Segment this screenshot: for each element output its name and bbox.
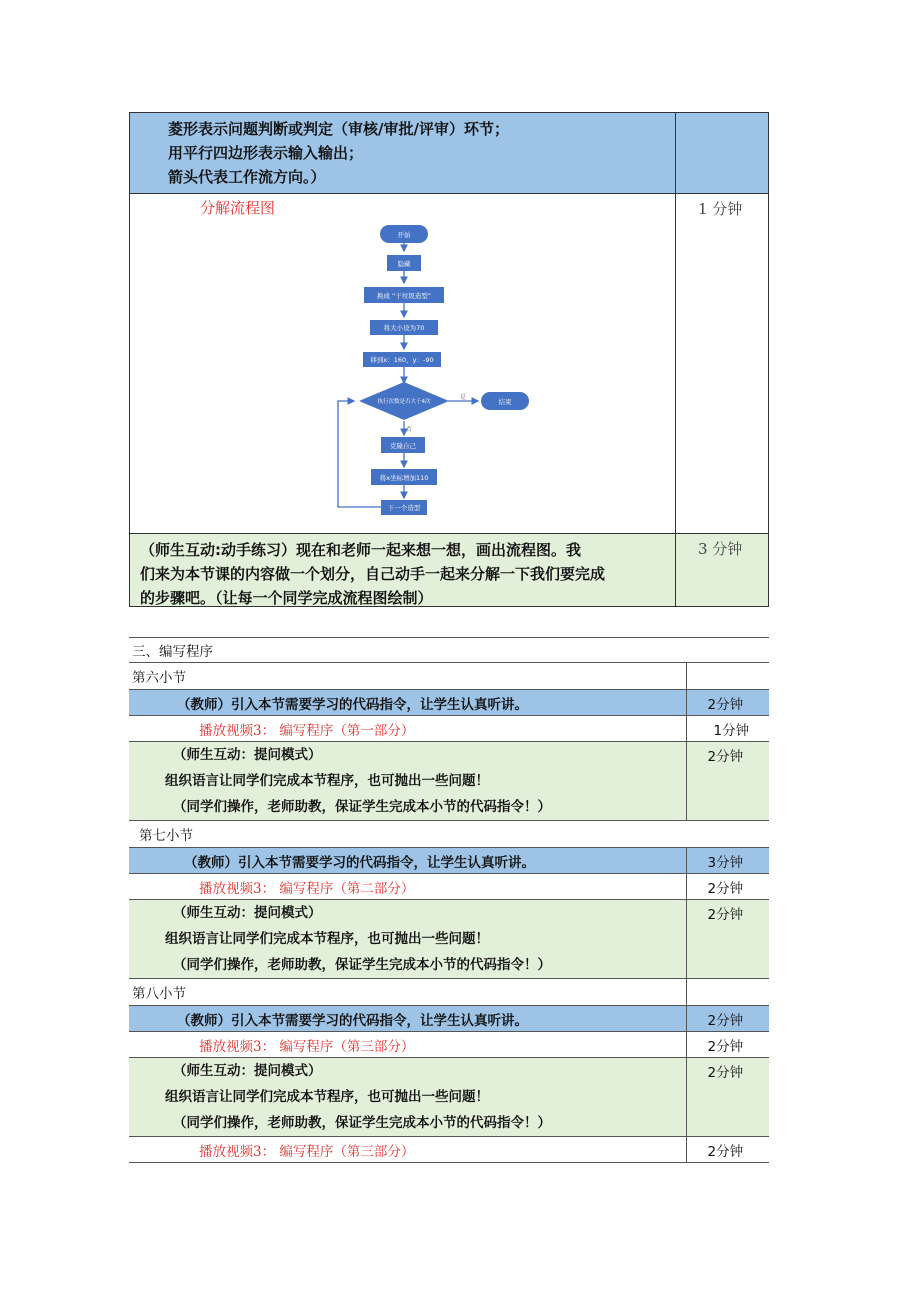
subsection-title: 第六小节 bbox=[129, 663, 687, 690]
teacher-text: （教师）引入本节需要学习的代码指令，让学生认真听讲。 bbox=[184, 854, 535, 871]
video-row bbox=[129, 874, 769, 900]
teacher-text: （教师）引入本节需要学习的代码指令，让学生认真听讲。 bbox=[177, 1012, 528, 1029]
flow-time-cell bbox=[676, 194, 769, 534]
video-time: 2分钟 bbox=[687, 874, 769, 900]
flow-step-label: 隐藏 bbox=[397, 260, 411, 268]
flowchart-diagram bbox=[130, 219, 675, 529]
practice-time: 3 分钟 bbox=[698, 540, 743, 558]
subsection-title: 第七小节 bbox=[129, 821, 769, 848]
subsection-title: 第八小节 bbox=[129, 979, 687, 1006]
video-text: 播放视频3： 编写程序（第三部分） bbox=[199, 1038, 415, 1055]
teacher-row bbox=[129, 1006, 769, 1032]
practice-line: 的步骤吧。（让每一个同学完成流程图绘制） bbox=[140, 589, 433, 607]
flow-start-label: 开始 bbox=[397, 231, 411, 239]
video-time: 1分钟 bbox=[687, 716, 769, 742]
interact-line: （师生互动：提问模式） bbox=[173, 905, 322, 921]
intro-text bbox=[130, 113, 675, 193]
video-time: 2分钟 bbox=[687, 1137, 769, 1163]
interact-row bbox=[129, 1058, 769, 1137]
lesson-table-upper bbox=[129, 112, 769, 607]
intro-time-cell bbox=[676, 113, 769, 194]
flow-time: 1 分钟 bbox=[698, 200, 743, 218]
interact-line: （同学们操作，老师助教，保证学生完成本小节的代码指令！） bbox=[173, 799, 551, 815]
flow-row bbox=[130, 194, 769, 534]
flow-yes-label: 是 bbox=[459, 394, 467, 401]
flow-step-label: 将大小设为70 bbox=[383, 324, 425, 332]
video-row bbox=[129, 1137, 769, 1163]
flow-step-label: 移到x：160，y：-90 bbox=[370, 356, 434, 364]
teacher-time: 2分钟 bbox=[687, 1006, 769, 1032]
practice-line: （师生互动:动手练习）现在和老师一起来想一想，画出流程图。我 bbox=[140, 541, 582, 559]
video-text: 播放视频3： 编写程序（第二部分） bbox=[199, 880, 415, 897]
flow-step-label: 克隆自己 bbox=[390, 442, 416, 450]
flow-step-label: 换成 “干垃圾造型” bbox=[376, 292, 432, 300]
interact-line: 组织语言让同学们完成本节程序，也可抛出一些问题！ bbox=[165, 931, 489, 947]
interact-time: 2分钟 bbox=[687, 1058, 769, 1137]
video-text: 播放视频3： 编写程序（第三部分） bbox=[199, 1143, 415, 1160]
teacher-time: 2分钟 bbox=[687, 690, 769, 716]
practice-cell bbox=[130, 534, 676, 607]
flow-end-label: 结束 bbox=[498, 398, 512, 406]
interact-time: 2分钟 bbox=[687, 742, 769, 821]
interact-line: （师生互动：提问模式） bbox=[173, 747, 322, 763]
section-header: 三、编写程序 bbox=[129, 638, 769, 663]
video-row bbox=[129, 1032, 769, 1058]
teacher-row bbox=[129, 690, 769, 716]
flow-step-label: 下一个造型 bbox=[387, 504, 421, 512]
interact-time: 2分钟 bbox=[687, 900, 769, 979]
subsection-time-empty bbox=[687, 979, 769, 1006]
video-time: 2分钟 bbox=[687, 1032, 769, 1058]
interact-row bbox=[129, 900, 769, 979]
video-text: 播放视频3： 编写程序（第一部分） bbox=[199, 722, 415, 739]
interact-line: （同学们操作，老师助教，保证学生完成本小节的代码指令！） bbox=[173, 1115, 551, 1131]
teacher-time: 3分钟 bbox=[687, 848, 769, 874]
flow-no-label: 否 bbox=[405, 426, 413, 433]
practice-text bbox=[130, 534, 675, 606]
interact-text bbox=[129, 742, 687, 821]
intro-cell bbox=[130, 113, 676, 194]
video-row bbox=[129, 716, 769, 742]
practice-row bbox=[130, 534, 769, 607]
intro-line: 菱形表示问题判断或判定（审核/审批/评审）环节； bbox=[168, 120, 509, 138]
flow-title: 分解流程图 bbox=[200, 199, 276, 217]
intro-row bbox=[130, 113, 769, 194]
interact-text bbox=[129, 1058, 687, 1137]
teacher-row bbox=[129, 848, 769, 874]
lesson-table-section3 bbox=[129, 637, 769, 1163]
intro-line: 用平行四边形表示输入输出； bbox=[168, 144, 364, 162]
flow-decision-label: 执行次数是否大于4次 bbox=[377, 399, 431, 405]
interact-row bbox=[129, 742, 769, 821]
flow-step-label: 将x坐标增加110 bbox=[379, 474, 429, 482]
practice-time-cell bbox=[676, 534, 769, 607]
interact-line: （师生互动：提问模式） bbox=[173, 1063, 322, 1079]
interact-line: 组织语言让同学们完成本节程序，也可抛出一些问题！ bbox=[165, 773, 489, 789]
subsection-time-empty bbox=[687, 663, 769, 690]
flow-cell bbox=[130, 194, 676, 534]
interact-line: 组织语言让同学们完成本节程序，也可抛出一些问题！ bbox=[165, 1089, 489, 1105]
interact-line: （同学们操作，老师助教，保证学生完成本小节的代码指令！） bbox=[173, 957, 551, 973]
intro-line: 箭头代表工作流方向。） bbox=[168, 168, 326, 186]
practice-line: 们来为本节课的内容做一个划分，自己动手一起来分解一下我们要完成 bbox=[140, 565, 606, 583]
interact-text bbox=[129, 900, 687, 979]
teacher-text: （教师）引入本节需要学习的代码指令，让学生认真听讲。 bbox=[177, 696, 528, 713]
